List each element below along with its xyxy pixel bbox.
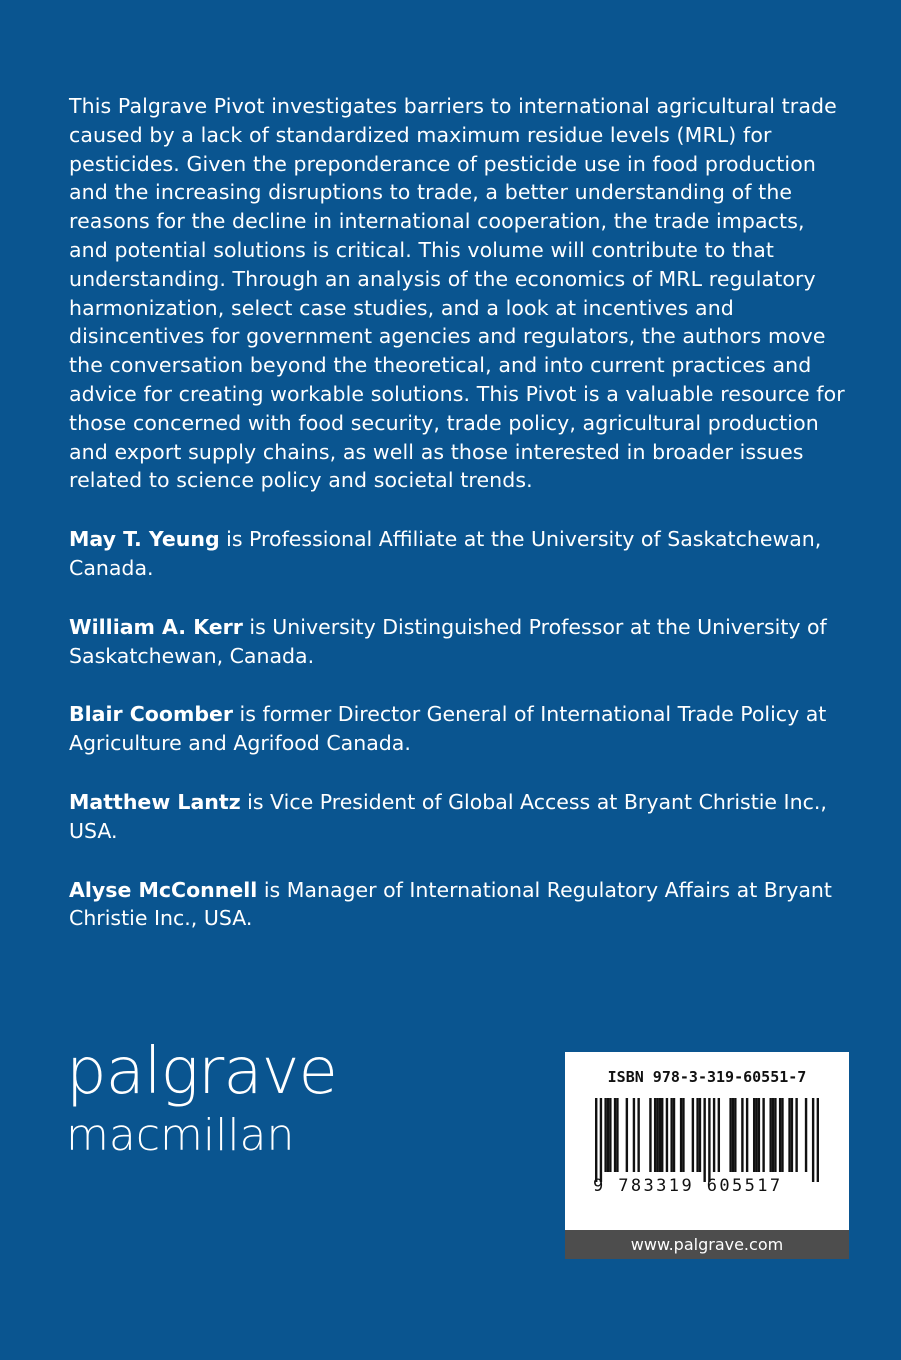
author-bio xyxy=(69,876,849,934)
author-name: Blair Coomber xyxy=(69,702,234,727)
barcode-bar xyxy=(609,1098,611,1172)
barcode-bar xyxy=(673,1098,675,1172)
barcode-bar xyxy=(656,1098,658,1172)
barcode-bar xyxy=(654,1098,656,1172)
barcode-bar xyxy=(795,1098,797,1172)
barcode-bar xyxy=(600,1098,602,1182)
barcode-bar xyxy=(718,1098,720,1172)
book-description: This Palgrave Pivot investigates barriers to international agricultural trade caused by a lack of standardized maximum residue levels (MRL) for pesticides. Given the preponderance of pesticide use in food production and the increasing disruptions to trade, a better understanding of the reasons for the decline in international cooperation, the trade impacts, and potential solutions is critical. This volume will contribute to that understanding. Through an analysis of the economics of MRL regulatory harmonization, select case studies, and a look at incentives and disincentives for government agencies and regulators, the authors move the conversation beyond the theoretical, and into current practices and advice for creating workable solutions. This Pivot is a valuable resource for those concerned with food security, trade policy, agricultural production and export supply chains, as well as those interested in broader issues related to science policy and societal trends. xyxy=(69,94,845,493)
barcode-bar xyxy=(729,1098,731,1172)
barcode-bar xyxy=(732,1098,734,1172)
barcode-bar xyxy=(758,1098,760,1172)
barcode-bar xyxy=(755,1098,757,1172)
barcode-bar xyxy=(682,1098,684,1172)
barcode-bar xyxy=(692,1098,694,1172)
barcode-bar xyxy=(607,1098,609,1172)
barcode-bar xyxy=(746,1098,748,1172)
barcode-bar xyxy=(633,1098,635,1172)
author-bio xyxy=(69,613,849,671)
author-description: is University Distinguished Professor at the University of Saskatchewan, Canada. xyxy=(69,614,827,668)
author-name: May T. Yeung xyxy=(69,527,220,552)
barcode-bar xyxy=(774,1098,776,1172)
barcode-bar xyxy=(614,1098,616,1172)
barcode-icon xyxy=(595,1098,819,1182)
author-name: Matthew Lantz xyxy=(69,789,241,814)
barcode-bar xyxy=(812,1098,814,1182)
barcode-bar xyxy=(703,1098,705,1182)
logo-line-palgrave: palgrave xyxy=(66,1035,337,1109)
author-description: is former Director General of International Trade Policy at Agriculture and Agrifood Canada. xyxy=(69,702,827,756)
barcode-bar xyxy=(769,1098,771,1172)
isbn-label: ISBN 978-3-319-60551-7 xyxy=(607,1068,807,1086)
barcode-bar xyxy=(741,1098,743,1172)
author-bio xyxy=(69,700,849,758)
logo-line-macmillan: macmillan xyxy=(66,1110,295,1161)
barcode-bar xyxy=(762,1098,764,1172)
barcode-bar xyxy=(649,1098,651,1172)
barcode-bar xyxy=(616,1098,618,1172)
barcode-bar xyxy=(661,1098,663,1172)
author-description: is Vice President of Global Access at Bryant Christie Inc., USA. xyxy=(69,789,827,843)
barcode-bar xyxy=(817,1098,819,1182)
barcode-bar xyxy=(791,1098,793,1172)
barcode-bar xyxy=(708,1098,710,1182)
author-description: is Manager of International Regulatory Affairs at Bryant Christie Inc., USA. xyxy=(69,877,832,931)
barcode-bar xyxy=(626,1098,628,1172)
barcode-bar xyxy=(713,1098,715,1172)
barcode-bar xyxy=(734,1098,736,1172)
palgrave-macmillan-logo xyxy=(66,1035,337,1162)
author-bio xyxy=(69,525,849,583)
barcode-bar xyxy=(805,1098,807,1172)
barcode-bar xyxy=(781,1098,783,1172)
author-description: is Professional Affiliate at the University of Saskatchewan, Canada. xyxy=(69,527,822,580)
website-link[interactable]: www.palgrave.com xyxy=(565,1230,849,1259)
barcode-bar xyxy=(772,1098,774,1172)
author-name: William A. Kerr xyxy=(69,614,243,639)
barcode-bar xyxy=(696,1098,698,1172)
barcode-bar xyxy=(659,1098,661,1172)
barcode-digits: 9 783319 605517 xyxy=(593,1176,783,1196)
barcode-bar xyxy=(637,1098,639,1172)
barcode-bar xyxy=(753,1098,755,1172)
barcode-bar xyxy=(670,1098,672,1172)
barcode-bar xyxy=(680,1098,682,1172)
barcode-bar xyxy=(666,1098,668,1172)
barcode-bar xyxy=(699,1098,701,1172)
author-name: Alyse McConnell xyxy=(69,877,258,902)
back-cover-text xyxy=(69,92,849,933)
author-bio xyxy=(69,788,849,846)
barcode-bar xyxy=(604,1098,606,1172)
barcode-bar xyxy=(595,1098,597,1182)
barcode-bar xyxy=(779,1098,781,1172)
barcode-bar xyxy=(788,1098,790,1172)
barcode-box xyxy=(565,1052,849,1230)
